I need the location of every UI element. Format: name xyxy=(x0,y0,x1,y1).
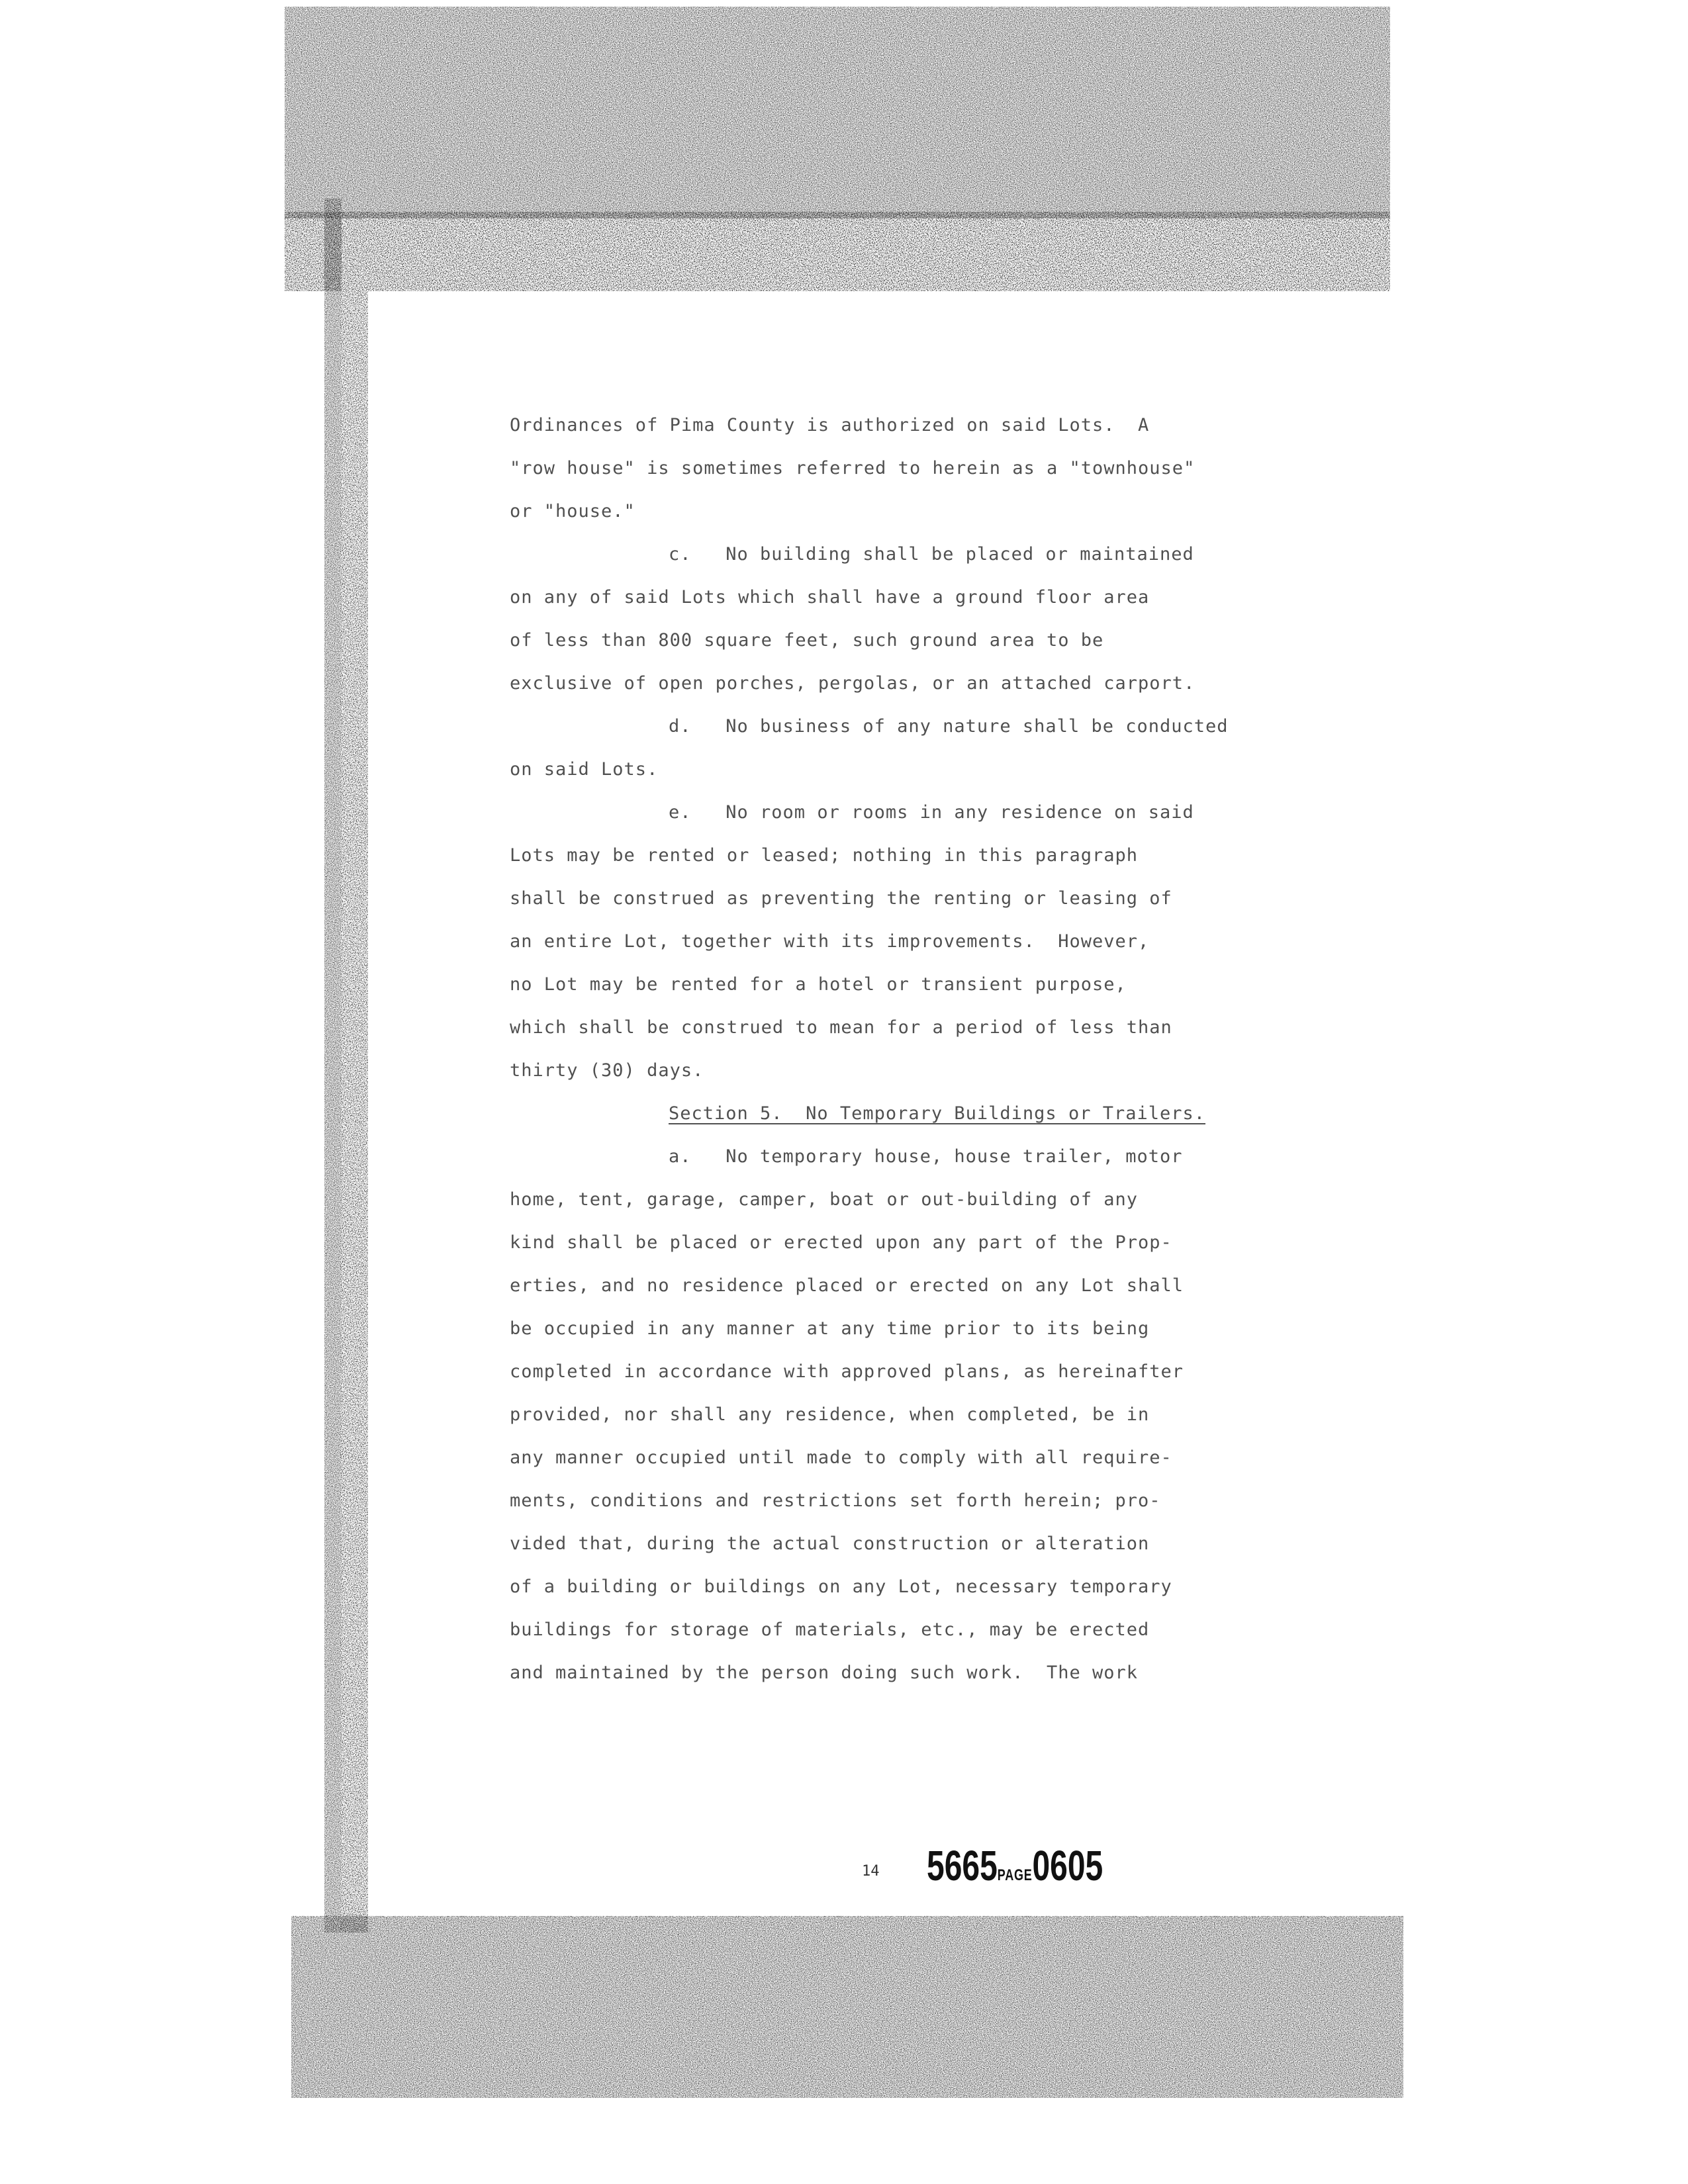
text-line: an entire Lot, together with its improvements. However, xyxy=(510,931,1150,952)
text-line: of less than 800 square feet, such ground area to be xyxy=(510,630,1104,651)
text-line: completed in accordance with approved plans, as hereinafter xyxy=(510,1361,1184,1382)
text-line: on said Lots. xyxy=(510,759,659,780)
text-line: be occupied in any manner at any time prior to its being xyxy=(510,1318,1150,1339)
text-line: thirty (30) days. xyxy=(510,1060,704,1081)
text-line: of a building or buildings on any Lot, necessary temporary xyxy=(510,1576,1172,1597)
docket-number: 5665 xyxy=(927,1842,998,1889)
text-line: and maintained by the person doing such work. The work xyxy=(510,1662,1139,1683)
top-scan-fringe xyxy=(285,212,1390,291)
text-line: a. No temporary house, house trailer, motor xyxy=(669,1146,1183,1167)
page-number-stamp: 0605 xyxy=(1032,1842,1103,1889)
text-line: d. No business of any nature shall be conducted xyxy=(669,716,1229,737)
text-line: e. No room or rooms in any residence on said xyxy=(669,802,1194,823)
text-line: exclusive of open porches, pergolas, or an attached carport. xyxy=(510,673,1196,694)
text-line: erties, and no residence placed or erected on any Lot shall xyxy=(510,1275,1184,1296)
section-heading: Section 5. No Temporary Buildings or Trailers. xyxy=(669,1103,1206,1124)
document-body xyxy=(510,404,1311,1694)
text-line: which shall be construed to mean for a period of less than xyxy=(510,1017,1172,1038)
text-line: provided, nor shall any residence, when completed, be in xyxy=(510,1404,1150,1425)
docket-page-stamp xyxy=(927,1841,1103,1890)
text-line: vided that, during the actual construction or alteration xyxy=(510,1533,1150,1554)
left-scan-fringe xyxy=(342,291,368,1933)
top-scan-band xyxy=(285,7,1390,218)
text-line: ments, conditions and restrictions set forth herein; pro- xyxy=(510,1490,1161,1511)
text-line: Lots may be rented or leased; nothing in this paragraph xyxy=(510,845,1139,866)
text-line: or "house." xyxy=(510,501,635,522)
page-number: 14 xyxy=(862,1863,880,1880)
text-line: Ordinances of Pima County is authorized on said Lots. A xyxy=(510,415,1150,435)
bottom-scan-band xyxy=(291,1916,1403,2098)
text-line: c. No building shall be placed or maintained xyxy=(669,544,1194,565)
text-line: buildings for storage of materials, etc., may be erected xyxy=(510,1619,1150,1640)
text-line: any manner occupied until made to comply with all require- xyxy=(510,1447,1172,1468)
text-line: no Lot may be rented for a hotel or transient purpose, xyxy=(510,974,1127,995)
text-line: on any of said Lots which shall have a ground floor area xyxy=(510,587,1150,608)
left-scan-edge xyxy=(324,199,342,1933)
text-line: kind shall be placed or erected upon any part of the Prop- xyxy=(510,1232,1172,1253)
text-line: "row house" is sometimes referred to herein as a "townhouse" xyxy=(510,458,1196,478)
text-line: shall be construed as preventing the renting or leasing of xyxy=(510,888,1172,909)
text-line: home, tent, garage, camper, boat or out-building of any xyxy=(510,1189,1139,1210)
page-label: PAGE xyxy=(997,1866,1033,1884)
